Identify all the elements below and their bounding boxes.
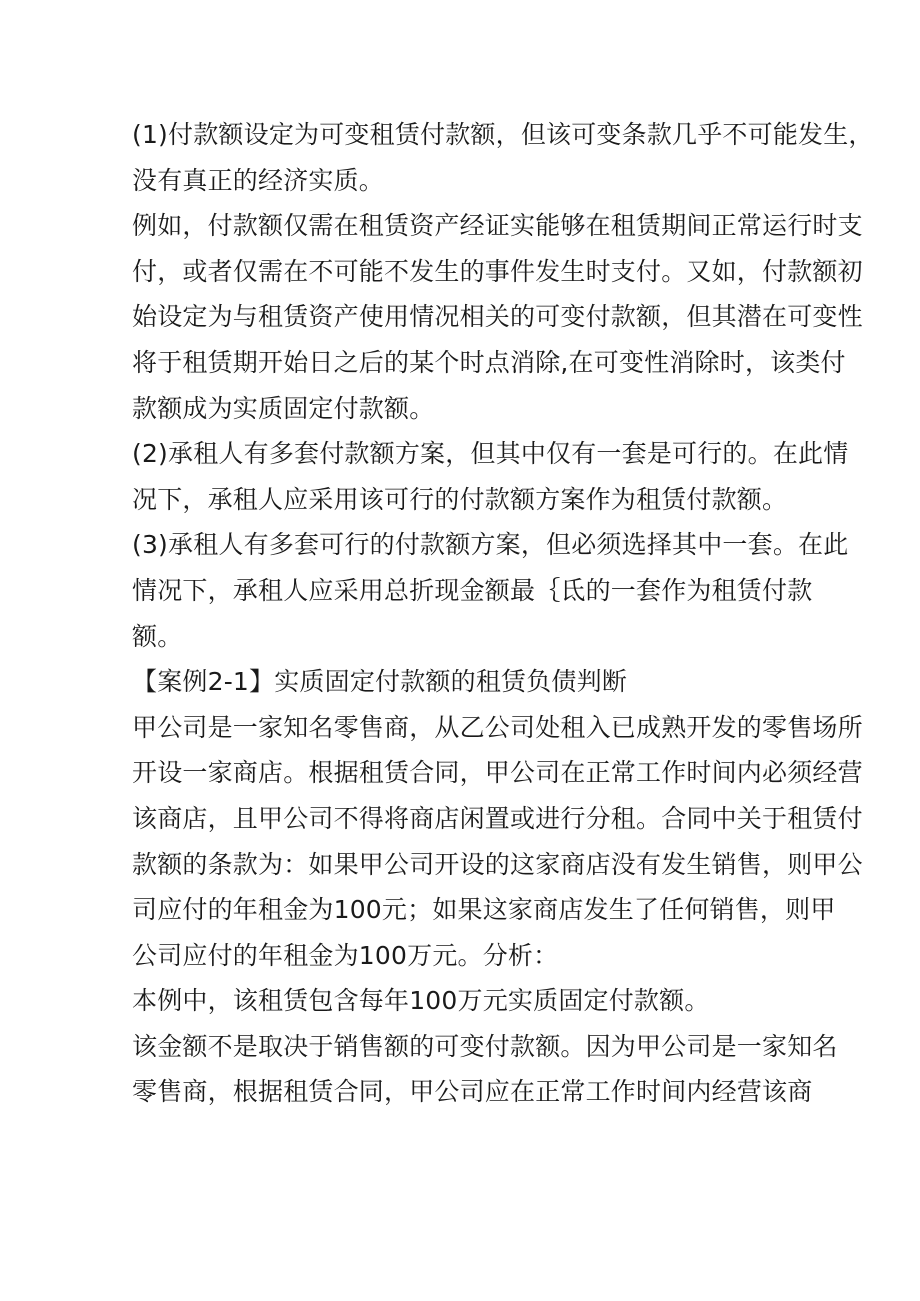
text-line: 零售商，根据租赁合同，甲公司应在正常工作时间内经营该商 — [132, 1077, 813, 1107]
text-line: 甲公司是一家知名零售商，从乙公司处租入已成熟开发的零售场所 — [132, 712, 863, 742]
text-line: 情况下，承租人应采用总折现金额最｛氐的一套作为租赁付款 — [132, 575, 813, 605]
text-line: 例如，付款额仅需在租赁资产经证实能够在租赁期间正常运行时支 — [132, 211, 863, 241]
text-line: (3)承租人有多套可行的付款额方案，但必须选择其中一套。在此 — [132, 530, 849, 560]
text-line: 本例中，该租赁包含每年100万元实质固定付款额。 — [132, 986, 710, 1016]
text-line: 没有真正的经济实质。 — [132, 165, 385, 195]
text-line: (1)付款额设定为可变租赁付款额，但该可变条款几乎不可能发生， — [132, 120, 874, 149]
text-line: 款额成为实质固定付款额。 — [132, 393, 435, 423]
text-line: 开设一家商店。根据租赁合同，甲公司在正常工作时间内必须经营 — [132, 758, 863, 788]
text-line: 况下，承租人应采用该可行的付款额方案作为租赁付款额。 — [132, 484, 788, 514]
text-line: 款额的条款为：如果甲公司开设的这家商店没有发生销售，则甲公 — [132, 849, 863, 879]
document-body — [132, 112, 874, 1115]
text-line: 额。 — [132, 621, 183, 651]
text-line: (2)承租人有多套付款额方案，但其中仅有一套是可行的。在此情 — [132, 439, 849, 469]
text-line: 始设定为与租赁资产使用情况相关的可变付款额，但其潜在可变性 — [132, 302, 863, 332]
text-line: 将于租赁期开始日之后的某个时点消除,在可变性消除时，该类付 — [132, 347, 846, 377]
text-line: 司应付的年租金为100元；如果这家商店发生了任何销售，则甲 — [132, 895, 836, 925]
text-line: 付，或者仅需在不可能不发生的事件发生时支付。又如，付款额初 — [132, 256, 863, 286]
text-line: 该金额不是取决于销售额的可变付款额。因为甲公司是一家知名 — [132, 1031, 838, 1061]
text-line: 公司应付的年租金为100万元。分析： — [132, 940, 559, 970]
case-heading: 【案例2-1】实质固定付款额的租赁负债判断 — [132, 667, 628, 697]
text-line: 该商店，且甲公司不得将商店闲置或进行分租。合同中关于租赁付 — [132, 803, 863, 833]
